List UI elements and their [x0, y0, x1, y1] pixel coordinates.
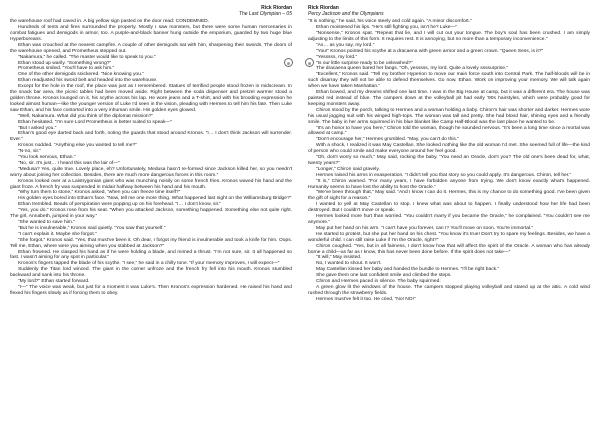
- right-page-paragraph: May Castellan kissed her baby and handed the bundle to Hermes. “I'll be right back.”: [316, 267, 500, 273]
- left-page-paragraph: Ethan hesitated. “I'm sure Lord Prometheus is better suited to speak—”: [18, 119, 172, 125]
- left-page-paragraph: Ethan's good eye darted back and forth, noting the guards that stood around Kronos. “I… I don't think Jackson will surrender. Ever.”: [10, 131, 292, 143]
- left-page-paragraph: One of the other demigods snickered. “Nice knowing you.”: [18, 72, 144, 78]
- right-page-paragraph: Hermes must've felt it too. He cried, “No! NO!”: [316, 296, 416, 302]
- left-page-header: [10, 6, 292, 17]
- right-page-paragraph: “It will,” May insisted.: [316, 255, 362, 261]
- right-page-paragraph: Chiron and Hermes paced in silence. The baby squirmed.: [316, 279, 441, 285]
- right-page-paragraph: “Yesssss, my lord.”: [316, 54, 358, 60]
- right-page-paragraph: A green glow lit the windows of the house. The campers stopped playing volleyball and stared up at the attic. A cold wind rushed through the strawberry fields.: [308, 284, 590, 296]
- left-page-paragraph: Kronos nodded. “Anything else you wanted to tell me?”: [18, 143, 137, 149]
- left-page-paragraph: Kronos looked over at a Laistrygonian giant who was munching noisily on some french fries. Kronos waved his hand and the giant froze. A french fry was suspended in midair halfway between his hand and his mouth.: [10, 178, 292, 190]
- right-page-paragraph: “Excellent,” Kronos said. “Tell my brother Hyperion to move our main force south into Central Park. The half-bloods will be in such disarray they will not be able to defend themselves. Go now, Ethan. Work on improving your memory. We will talk again when we have taken Manhattan.”: [308, 72, 590, 90]
- left-page-paragraph: “N-no, sir.”: [18, 149, 41, 155]
- left-page-paragraph: Ethan frowned. He clasped his hand as if he were holding a blade, and mimed a thrust. “I'm not sure, sir. It all happened so fast. I wasn't aiming for any spot in particular.”: [10, 249, 292, 261]
- left-page-paragraph: Ethan was crouched at the nearest campfire. A couple of other demigods sat with him, sharpening their swords. The doors of the warehouse opened, and Prometheus stepped out.: [10, 42, 292, 54]
- right-page: [300, 0, 600, 424]
- right-page-paragraph: “Oh, don't worry so much,” May said, rocking the baby. “You need an Oracle, don't you? The old one's been dead for, what, twenty years?”: [308, 155, 590, 166]
- left-page-paragraph: “I—” The voice was weak, but just for a moment it was Luke's. Then Kronos's expression hardened. He raised his hand and flexed his fingers slowly as if forcing them to obey.: [10, 284, 292, 296]
- right-page-zoom-icon[interactable]: ⊕: [305, 58, 314, 67]
- right-page-paragraph: Chiron stood by the porch, talking to Hermes and a woman holding a baby. Chiron's hair was shorter and darker. Hermes wore his usual jogging suit with his winged high-tops. The woman was tall and pretty. She had blond hair, shining eyes and a friendly smile. The baby in her arms squirmed in his blue blanket like Camp Half-Blood was the last place he wanted to be.: [308, 107, 590, 125]
- left-page-paragraph: “She wanted to save him.”: [18, 220, 75, 225]
- right-page-paragraph: “It's an honor to have you here,” Chiron told the woman, though he sounded nervous. “It's been a long time since a mortal was allowed at camp.”: [308, 125, 590, 137]
- left-header-subtitle: The Last Olympian – 05: [238, 10, 292, 17]
- left-page-paragraph: Kronos's fingers tapped the blade of his scythe. “I see,” he said in a chilly tone. “If your memory improves, I will expect—”: [18, 261, 280, 267]
- right-header-subtitle: Percy Jackson and the Olympians: [308, 10, 384, 17]
- right-page-paragraph: Ethan bowed, and my dreams shifted one last time. I was in the Big House at camp, but it was a different era. The house was painted red instead of blue. The campers down at the volleyball pit had early '90s hairstyles, which were probably good for keeping monsters away.: [308, 90, 590, 107]
- left-header-author: Rick Riordan: [261, 5, 292, 11]
- left-page-paragraph: “Why turn them to stone,” Kronos asked, “when you can freeze time itself?”: [18, 190, 181, 196]
- right-page-paragraph: “It is,” Chiron warned. “For many years, I have forbidden anyone from trying. We don't know exactly what's happened. Humanity seems to have lost the ability to host the Oracle.”: [308, 178, 590, 190]
- right-page-paragraph: “It is nothing,” he said, his voice steely and cold again. “A minor discomfort.”: [308, 19, 472, 25]
- right-page-paragraph: She gave them one last confident smile and climbed the steps.: [316, 273, 452, 279]
- right-page-paragraph: I wanted to yell at May Castellan to stop. I knew what was about to happen. I finally understood how her life had been destroyed. But I couldn't move or speak.: [308, 202, 590, 214]
- left-page-paragraph: Hundreds of tents and fires surrounded the property. Mostly I saw monsters, but there were some human mercenaries in combat fatigues and demigods in armor, too. A purple-and-black banner hung outside the emporium, guarded by two huge blue Hyperboreans.: [10, 25, 292, 42]
- right-page-paragraph: Hermes raised his arms in exasperation. “I didn't tell you that story so you could apply. It's dangerous. Chiron, tell her.”: [316, 172, 572, 178]
- left-page-paragraph: Suddenly the Titan lord winced. The giant in the corner unfroze and the french fry fell into his mouth. Kronos stumbled backward and sank into his throne.: [10, 267, 292, 279]
- right-page-paragraph: “Is our little surprise ready to be unleashed?”: [316, 60, 413, 66]
- left-page-paragraph: “But he is invulnerable,” Kronos said quietly. “You saw that yourself.”: [18, 225, 166, 231]
- left-page-paragraph: “But I asked you.”: [18, 125, 57, 131]
- right-page-paragraph: “Longer,” Chiron said gravely.: [316, 166, 380, 172]
- left-page-paragraph: “Yes, you do.” Kronos rose from his seat. “When you attacked Jackson, something happened. Something else not quite right. The girl, Annabeth, jumped in your way.”: [10, 208, 292, 220]
- right-page-body: [308, 19, 590, 303]
- left-page-paragraph: the warehouse roof had caved in. A big yellow sign pasted on the door read: CONDEMNED.: [10, 19, 209, 25]
- left-page-paragraph: “Medusa? Yes, quite true. Lovely place, eh? Unfortunately, Medusa hasn't re-formed since Jackson killed her, so you needn't worry about joining her collection. Besides, there are much more dangerous forces in this room.”: [10, 166, 292, 178]
- left-page-paragraph: “She forgot,” Kronos said. “Yes, that must've been it. Oh dear, I forgot my friend is invulnerable and took a knife for him. Oops. Tell me, Ethan, where were you aiming when you stabbed at Jackson?”: [10, 237, 292, 249]
- right-page-paragraph: Hermes looked more hurt than worried. “You couldn't marry if you became the Oracle,” he complained. “You couldn't see me anymore.”: [308, 214, 590, 225]
- left-page-paragraph: “Nakamura,” he called. “The master would like to speak to you.”: [18, 54, 156, 60]
- left-page-paragraph: Ethan stood up warily. “Something wrong?”: [18, 60, 112, 66]
- right-page-paragraph: No, I wanted to shout. It won't.: [316, 261, 382, 267]
- left-page-paragraph: Ethan trembled. Beads of perspiration were popping up on his forehead. “I… I don't know, sir.”: [18, 202, 221, 208]
- left-page-body: [10, 19, 292, 297]
- right-page-paragraph: Ethan moistened his lips. “He's still fighting you, isn't he? Luke—”: [316, 25, 458, 31]
- right-page-paragraph: “Don't encourage her,” Hermes grumbled. “May, you can't do this.”: [316, 137, 459, 143]
- left-page-paragraph: Prometheus smiled. “You'll have to ask him.”: [18, 66, 115, 72]
- left-page-paragraph: “You look nervous, Ethan.”: [18, 155, 76, 161]
- left-page-paragraph: “Well, Nakamura. What did you think of the diplomat mission?”: [18, 113, 154, 119]
- right-page-header: [308, 6, 590, 17]
- right-page-paragraph: The dracaena queen bared her fangs. “Oh, yesssss, my lord. Quite a lovely ssssurprise.”: [316, 66, 508, 72]
- left-page-paragraph: Ethan readjusted his sword belt and headed into the warehouse.: [18, 78, 158, 84]
- right-page-paragraph: “As… as you say, my lord.”: [316, 42, 375, 48]
- left-page-zoom-icon[interactable]: ⊕: [284, 58, 293, 67]
- right-page-paragraph: May put her hand on his arm. “I can't have you forever, can I? You'll move on soon. You're immortal.”: [316, 225, 534, 231]
- right-header-author: Rick Riordan: [308, 5, 339, 11]
- right-page-paragraph: Chiron coughed. “Yes, but in all fairness, I don't know how that will affect the spirit of the Oracle. A woman who has already borne a child—as far as I know, this has never been done before. If the spirit does not take—”: [308, 243, 590, 255]
- left-page-paragraph: Except for the hole in the roof, the place was just as I remembered. Statues of terrified people stood frozen in midscream. In the snack bar area, the picnic tables had been moved aside. Right between the soda dispenser and pretzel warmer stood a golden throne. Kronos lounged on it, his scythe across his lap. He wore jeans and a T-shirt, and with his brooding expression he looked almost human—like the younger version of Luke I'd seen in the vision, pleading with Hermes to tell him his fate. Then Luke saw Ethan, and his face contorted into a very inhuman smile. His golden eyes glowed.: [10, 84, 292, 113]
- right-page-paragraph: “We've been through that,” May said. “And I know I can do it. Hermes, this is my chance to do something good. I've been given the gift of sight for a reason.”: [308, 190, 590, 202]
- right-page-paragraph: He started to protest, but she put her hand on his chest. “You know it's true! Don't try to spare my feelings. Besides, we have a wonderful child. I can still raise Luke if I'm the Oracle, right?”: [308, 231, 590, 243]
- left-page-paragraph: “My lord?” Ethan started forward.: [18, 279, 90, 285]
- right-page-paragraph: With a shock, I realized it was May Castellan. She looked nothing like the old woman I'd met. She seemed full of life—the kind of person who could smile and make everyone around her feel good.: [308, 143, 590, 155]
- left-page-paragraph: “I can't explain it. Maybe she forgot.”: [18, 231, 97, 237]
- right-page-paragraph: “Nonsense,” Kronos spat. “Repeat that lie, and I will cut out your tongue. The boy's soul has been crushed. I am simply adjusting to the limits of this form. It requires rest. It is annoying, but no more than a temporary inconvenience.”: [308, 31, 590, 42]
- left-page-paragraph: “No, sir. It's just… I heard this was the lair of—”: [18, 160, 120, 166]
- right-page-paragraph: “You!” Kronos pointed his scythe at a dracaena with green armor and a green crown. “Queen Sess, is it?”: [316, 48, 544, 54]
- left-page-paragraph: His golden eyes bored into Ethan's face. “Now, tell me one more thing. What happened last night on the Williamsburg Bridge?”: [18, 196, 292, 202]
